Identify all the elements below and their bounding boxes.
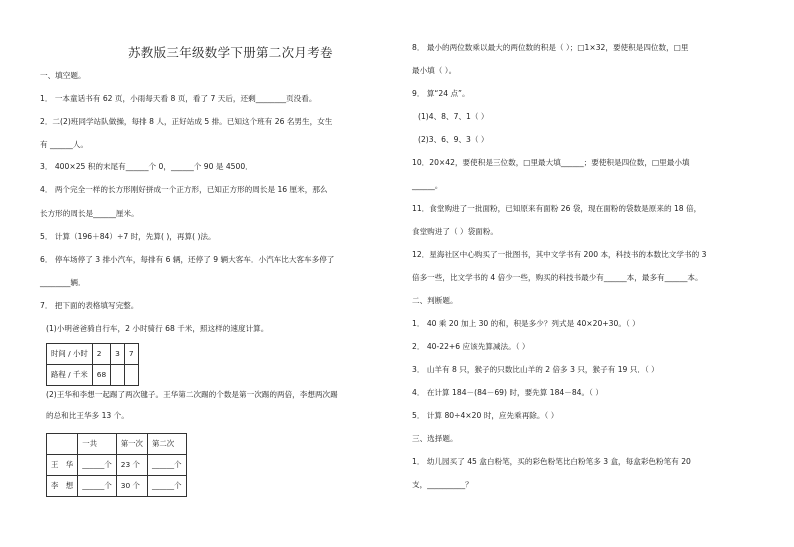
table-cell: 王 华 [47,455,78,476]
question-text: 11．食堂购进了一批面粉，已知原来有面粉 26 袋，现在面粉的袋数是原来的 18 倍， [412,204,702,213]
table-cell: 68 [92,365,110,386]
question-text: 1． 一本童话书有 62 页，小雨每天看 8 页，看了 7 天后，还剩________页没看。 [40,94,317,103]
table-header-cell: 一共 [78,434,117,455]
table-header-cell [47,434,78,455]
table-cell: 7 [124,344,138,365]
table-cell: 30 个 [116,476,147,497]
question-text: 1． 幼儿园买了 45 盒白粉笔，买的彩色粉笔比白粉笔多 3 盒，每盒彩色粉笔有 20 [412,457,691,466]
table-row [47,365,139,386]
question-text: (1)小明爸爸骑自行车，2 小时骑行 68 千米，照这样的速度计算。 [46,324,269,333]
question-text: 12．星海社区中心购买了一批图书，其中文学书有 200 本，科技书的本数比文学书的 3 [412,250,707,259]
shuttlecock-table [46,433,187,497]
question-text: 2． 40-22+6 应该先算减法。（ ） [412,342,530,351]
question-text: 支，__________？ [412,480,473,489]
speed-table [46,343,139,386]
question-text: ________辆． [40,278,86,287]
table-cell: 3 [111,344,125,365]
table-cell: ______个 [147,455,186,476]
table-row [47,434,187,455]
table-row [47,476,187,497]
question-text: ______。 [412,181,443,190]
question-text: 5． 计算（196＋84）÷7 时，先算( )，再算( )法。 [40,232,216,241]
question-text: (2)3、6、9、3（ ） [418,135,489,144]
question-text: 倍多一些，比文学书的 4 倍少一些，购买的科技书最少有______本，最多有______本。 [412,273,703,282]
question-text: 5． 计算 80÷4×20 时，应先乘再除。（ ） [412,411,559,420]
question-text: 最小填（ ）。 [412,66,457,75]
question-text: 10．20×42，要使积是三位数，□里最大填______；要使积是四位数，□里最小填 [412,158,690,167]
question-text: 3． 400×25 积的末尾有______个 0，______个 90 是 4500． [40,162,253,171]
table-header-cell: 第一次 [116,434,147,455]
question-text: 1． 40 乘 20 加上 30 的和，积是多少？列式是 40×20+30。（ ） [412,319,640,328]
table-cell: ______个 [78,455,117,476]
section-heading-true-false: 二、判断题。 [412,296,458,305]
table-cell [111,365,125,386]
question-text: 3． 山羊有 8 只，猴子的只数比山羊的 2 倍多 3 只，猴子有 19 只．（ ） [412,365,659,374]
table-cell: 李 想 [47,476,78,497]
table-header-cell: 第二次 [147,434,186,455]
table-row [47,455,187,476]
table-cell: 时间 / 小时 [47,344,93,365]
page-title: 苏教版三年级数学下册第二次月考卷 [128,45,333,60]
question-text: 的总和比王华多 13 个。 [46,411,129,420]
section-heading-multiple-choice: 三、选择题。 [412,434,458,443]
question-text: 有 ______人。 [40,140,88,149]
table-row [47,344,139,365]
question-text: (2)王华和李想一起踢了两次毽子。王华第二次踢的个数是第一次踢的两倍，李想两次踢 [46,390,338,399]
table-cell: 23 个 [116,455,147,476]
question-text: 2．二(2)班同学站队做操，每排 8 人，正好站成 5 排。已知这个班有 26 名男生，女生 [40,117,333,126]
table-cell: 2 [92,344,110,365]
table-cell [124,365,138,386]
table-cell: ______个 [78,476,117,497]
question-text: (1)4、8、7、1（ ） [418,112,489,121]
question-text: 4． 两个完全一样的长方形刚好拼成一个正方形，已知正方形的周长是 16 厘米，那么 [40,185,328,194]
question-text: 4． 在计算 184－(84－69) 时，要先算 184－84。（ ） [412,388,603,397]
question-text: 6． 停车场停了 3 排小汽车，每排有 6 辆，还停了 9 辆大客车．小汽车比大客车多停了 [40,255,335,264]
question-text: 7． 把下面的表格填写完整。 [40,301,139,310]
section-heading-fill-blank: 一、填空题。 [40,71,86,80]
question-text: 8． 最小的两位数乘以最大的两位数的积是（ ）；□1×32，要使积是四位数，□里 [412,43,689,52]
table-cell: ______个 [147,476,186,497]
question-text: 长方形的周长是______厘米。 [40,209,139,218]
table-cell: 路程 / 千米 [47,365,93,386]
question-text: 食堂购进了（ ）袋面粉。 [412,227,498,236]
question-text: 9． 算“24 点”。 [412,89,470,98]
